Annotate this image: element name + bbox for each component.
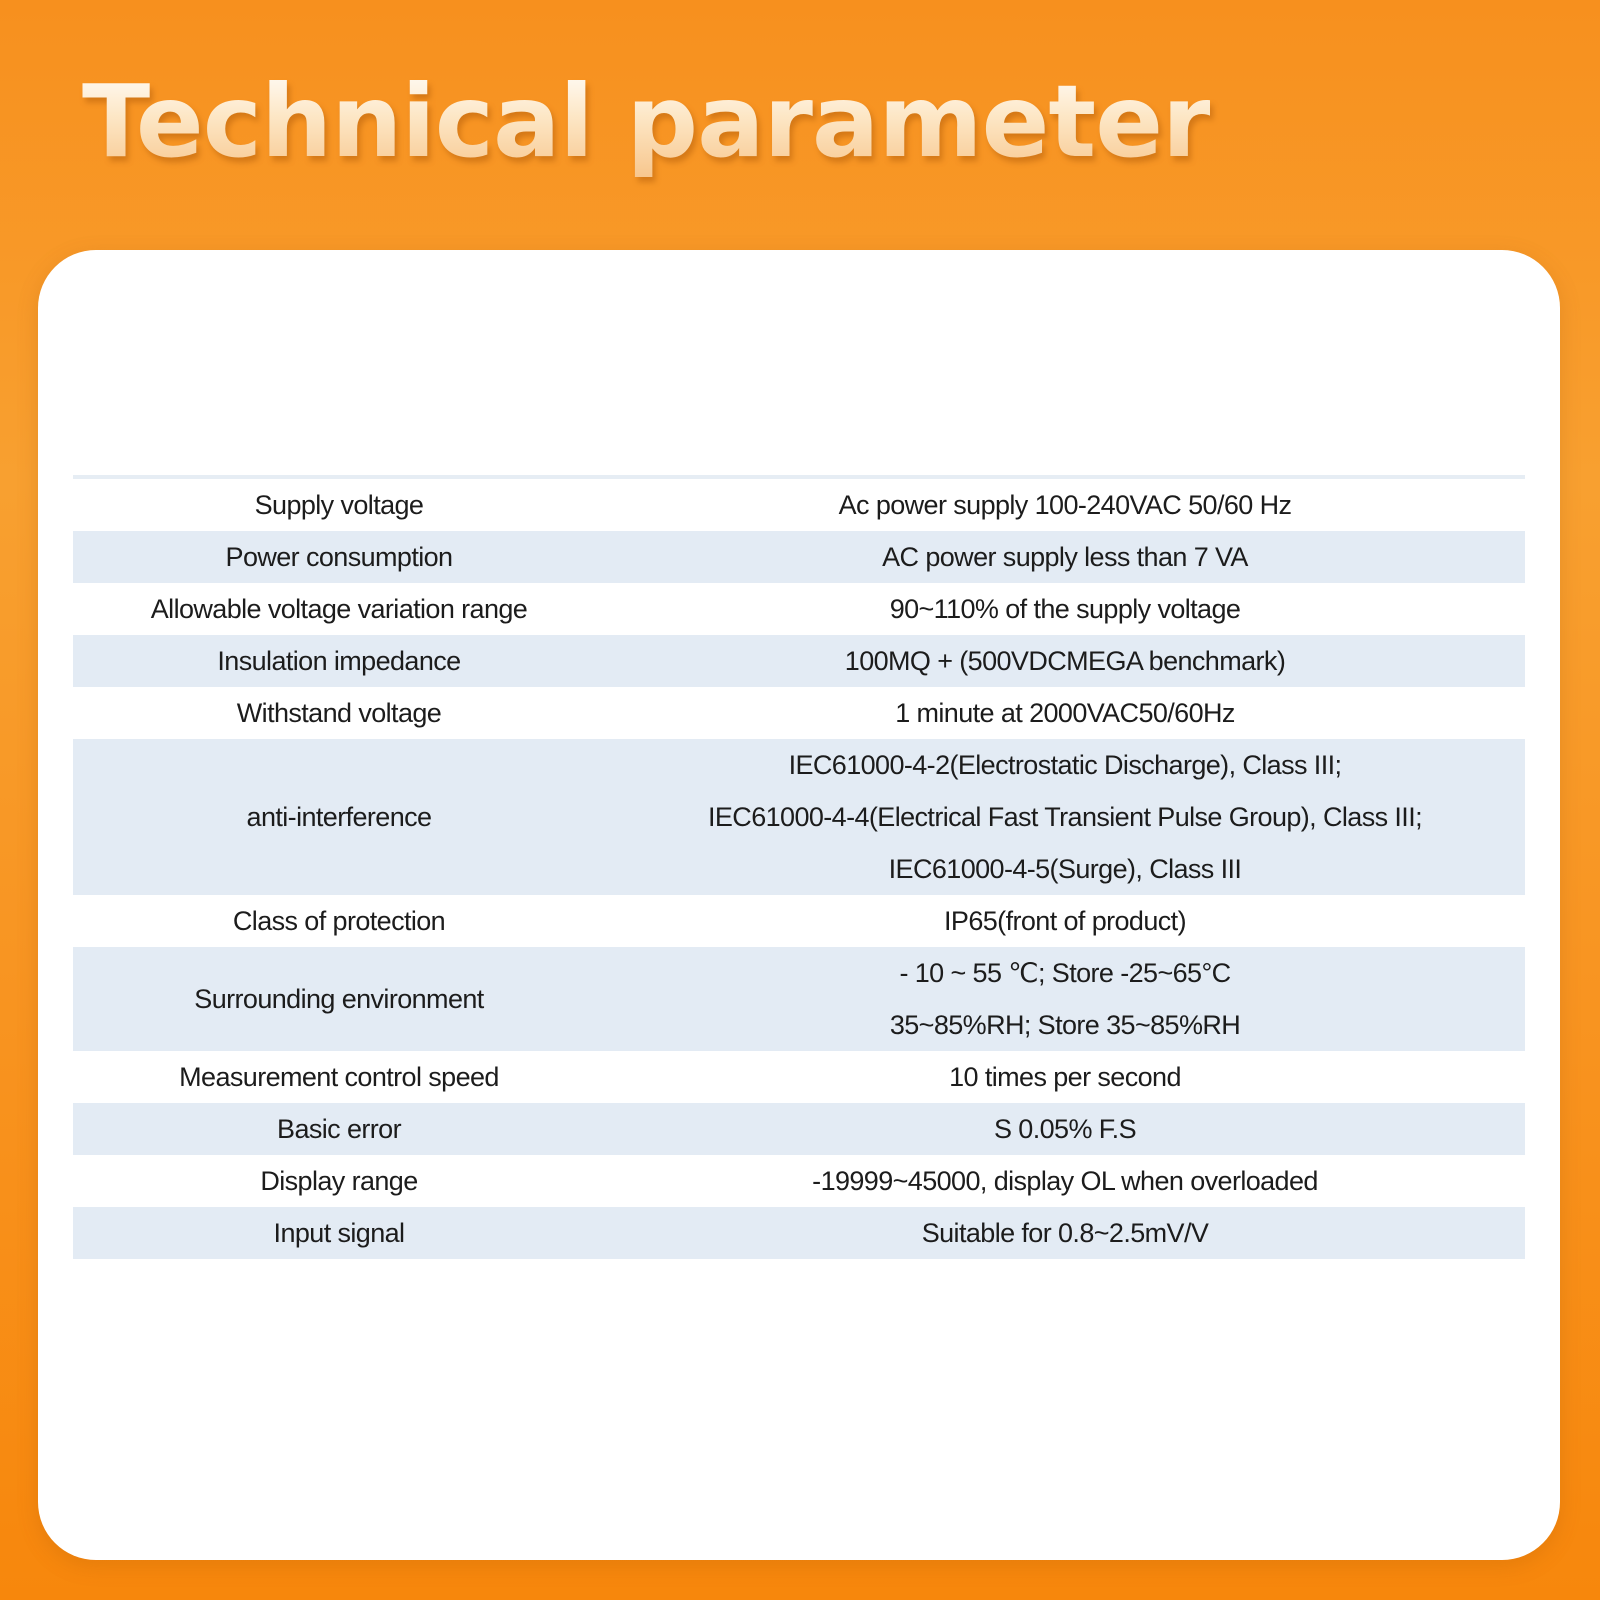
param-name: anti-interference [73, 739, 605, 895]
table-row [73, 583, 1525, 635]
param-name: Measurement control speed [179, 1062, 499, 1092]
param-value: AC power supply less than 7 VA [605, 531, 1525, 583]
param-name: Supply voltage [254, 490, 424, 520]
param-value: 100MQ + (500VDCMEGA benchmark) [605, 635, 1525, 687]
param-name: Class of protection [232, 906, 446, 936]
param-name: Power consumption [73, 531, 605, 583]
table-row [73, 947, 1525, 1051]
param-value: Ac power supply 100-240VAC 50/60 Hz [838, 490, 1292, 520]
param-value: - 10 ~ 55 ℃; Store -25~65°C 35~85%RH; Store 35~85%RH [605, 947, 1525, 1051]
table-row [73, 635, 1525, 687]
table-row [73, 1051, 1525, 1103]
table-row [73, 687, 1525, 739]
table-row [73, 895, 1525, 947]
table-row [73, 1155, 1525, 1207]
page-title: Technical parameter [82, 63, 1211, 180]
param-value: 10 times per second [949, 1062, 1181, 1092]
param-name: Surrounding environment [73, 947, 605, 1051]
table-row [73, 531, 1525, 583]
param-name: Allowable voltage variation range [150, 594, 528, 624]
param-name: Insulation impedance [73, 635, 605, 687]
param-value: S 0.05% F.S [605, 1103, 1525, 1155]
param-value: Suitable for 0.8~2.5mV/V [605, 1207, 1525, 1259]
table-row [73, 1103, 1525, 1155]
param-value: 90~110% of the supply voltage [889, 594, 1241, 624]
spec-table [73, 479, 1525, 1259]
table-row [73, 739, 1525, 895]
param-name: Input signal [73, 1207, 605, 1259]
spec-card [38, 250, 1560, 1560]
param-value: 1 minute at 2000VAC50/60Hz [895, 698, 1235, 728]
param-value: IP65(front of product) [944, 906, 1186, 936]
table-row [73, 1207, 1525, 1259]
param-name: Withstand voltage [236, 698, 442, 728]
param-name: Display range [260, 1166, 418, 1196]
table-row [73, 479, 1525, 531]
param-value: -19999~45000, display OL when overloaded [812, 1166, 1318, 1196]
param-value: IEC61000-4-2(Electrostatic Discharge), Class III; IEC61000-4-4(Electrical Fast Transient Pulse Group), Class III; IEC61000-4-5(Surge), Class III [605, 739, 1525, 895]
param-name: Basic error [73, 1103, 605, 1155]
